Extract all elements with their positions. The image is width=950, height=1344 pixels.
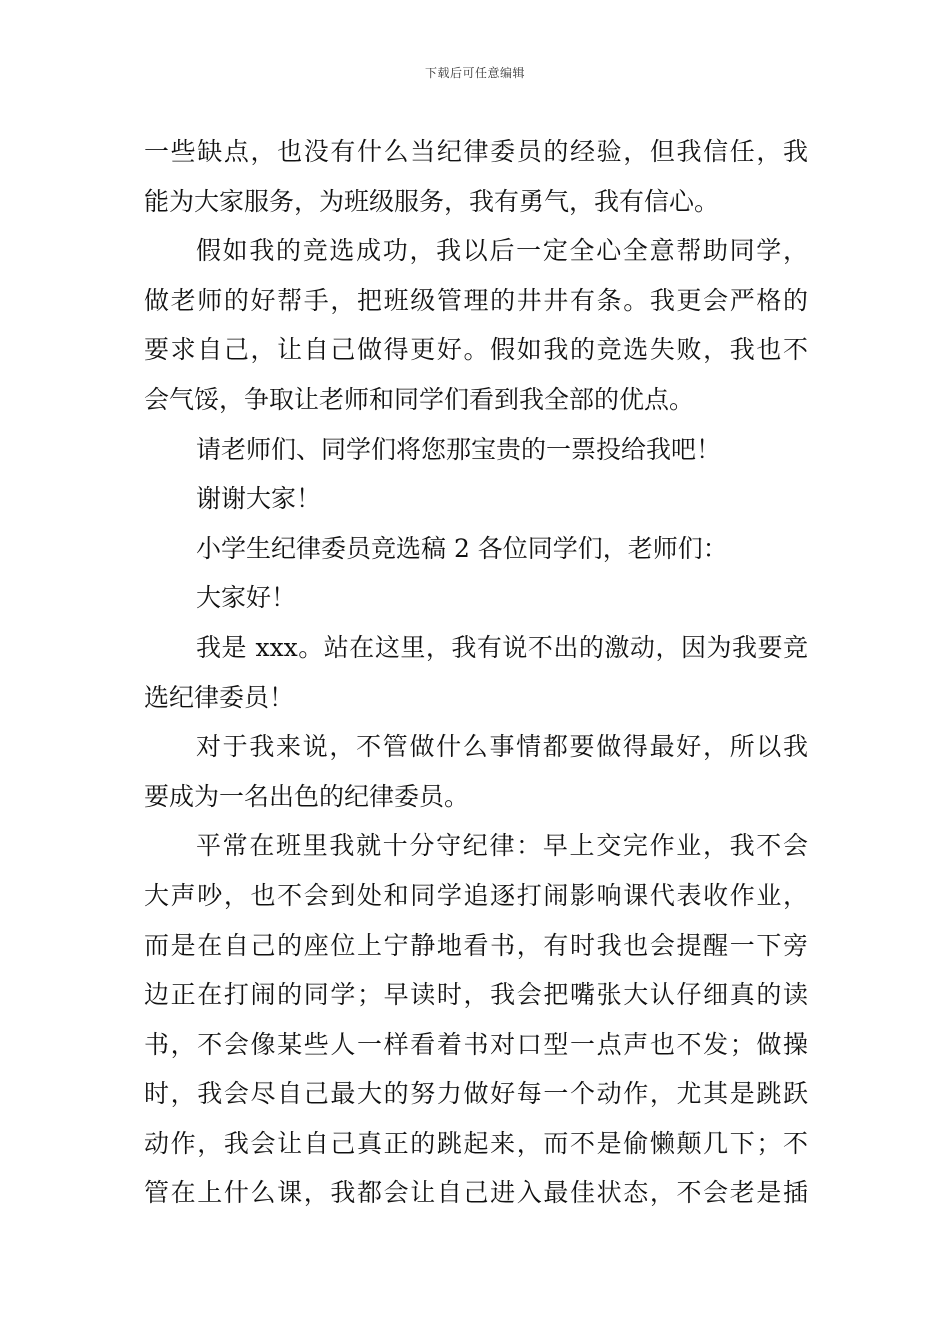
text-line: 能为大家服务，为班级服务，我有勇气，我有信心。 (144, 186, 720, 216)
text-line: 一些缺点，也没有什么当纪律委员的经验，但我信任，我 (144, 137, 808, 166)
text-line: 而是在自己的座位上宁静地看书，有时我也会提醒一下旁 (144, 930, 808, 960)
text-line: 平常在班里我就十分守纪律：早上交完作业，我不会 (196, 831, 808, 861)
text-line: 做老师的好帮手，把班级管理的井井有条。我更会严格的 (144, 285, 808, 315)
text-line: 我是 xxx。站在这里，我有说不出的激动，因为我要竞 (196, 632, 808, 662)
text-line: 时，我会尽自己最大的努力做好每一个动作，尤其是跳跃 (144, 1079, 808, 1109)
text-line: 大声吵，也不会到处和同学追逐打闹影响课代表收作业， (144, 880, 808, 910)
text-line: 动作，我会让自己真正的跳起来，而不是偷懒颠几下；不 (144, 1128, 808, 1158)
text-line: 会气馁，争取让老师和同学们看到我全部的优点。 (144, 384, 695, 414)
text-line: 对于我来说，不管做什么事情都要做得最好，所以我 (196, 732, 808, 762)
text-line: 边正在打闹的同学；早读时，我会把嘴张大认仔细真的读 (144, 980, 808, 1010)
document-body (144, 127, 808, 1218)
text-line: 要成为一名出色的纪律委员。 (144, 781, 470, 811)
page-header: 下载后可任意编辑 (424, 66, 525, 80)
text-line: 小学生纪律委员竞选稿 2 各位同学们，老师们： (196, 533, 728, 563)
text-line: 请老师们、同学们将您那宝贵的一票投给我吧！ (196, 434, 722, 464)
text-line: 管在上什么课，我都会让自己进入最佳状态，不会老是插 (144, 1178, 808, 1208)
text-line: 大家好！ (196, 583, 297, 613)
text-line: 谢谢大家！ (196, 484, 322, 514)
text-line: 选纪律委员！ (144, 682, 295, 712)
text-line: 假如我的竞选成功，我以后一定全心全意帮助同学， (196, 236, 808, 266)
text-line: 要求自己，让自己做得更好。假如我的竞选失败，我也不 (144, 335, 808, 365)
text-line: 书，不会像某些人一样看着书对口型一点声也不发；做操 (144, 1029, 808, 1059)
